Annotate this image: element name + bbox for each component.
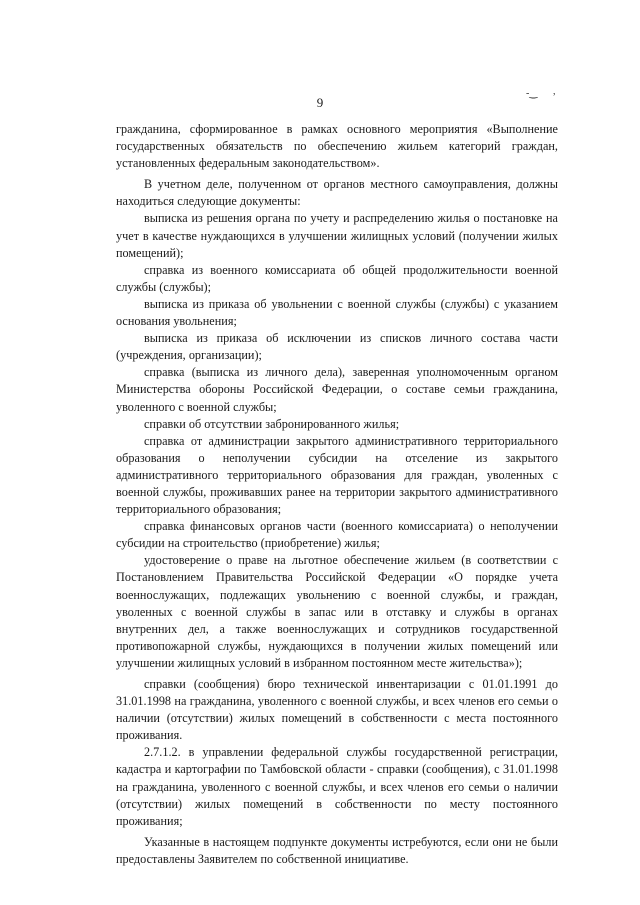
paragraph: выписка из решения органа по учету и распределению жилья о постановке на учет в качестве нуждающихся в улучшении жилищных условий (получении жилых помещений); — [116, 211, 558, 260]
paragraph: выписка из приказа об увольнении с военной службы (службы) с указанием основания увольнения; — [116, 296, 558, 329]
paragraph: 2.7.1.2. в управлении федеральной службы государственной регистрации, кадастра и картографии по Тамбовской области - справки (сообщения), с 31.01.1998 на гражданина, уволенного с военной службы, и всех членов его семьи о наличии (отсутствии) жилых помещений в собственности по месту постоянного проживания; — [116, 745, 558, 828]
paragraph: справки об отсутствии забронированного жилья; — [144, 416, 400, 431]
paragraph: справка от администрации закрытого административного территориального образования о неполучении субсидии на отселение из закрытого административного территориального образования для граждан, уволенных с военной службы, проживавших ранее на территории закрытого административного территориального образования; — [116, 433, 558, 517]
page-number: 9 — [316, 95, 324, 110]
paragraph: гражданина, сформированное в рамках основного мероприятия «Выполнение государственных обязательств по обеспечению жильем категорий граждан, установленных федеральным законодательством». — [116, 122, 558, 171]
paragraph: В учетном деле, полученном от органов местного самоуправления, должны находиться следующие документы: — [116, 177, 558, 209]
paragraph: справка (выписка из личного дела), заверенная уполномоченным органом Министерства обороны Российской Федерации, о составе семьи гражданина, уволенного с военной службы; — [116, 365, 558, 414]
paragraph: справка из военного комиссариата об общей продолжительности военной службы (службы); — [116, 262, 558, 294]
paragraph: справка финансовых органов части (военного комиссариата) о неполучении субсидии на строительство (приобретение) жилья; — [116, 519, 558, 551]
scan-artifact-icon: -‿ — [526, 88, 538, 99]
paragraph: справки (сообщения) бюро технической инвентаризации с 01.01.1991 до 31.01.1998 на гражданина, уволенного с военной службы, и всех членов его семьи о наличии (отсутствии) жилых помещений в собственности с места постоянного проживания. — [116, 677, 558, 743]
paragraph: удостоверение о праве на льготное обеспечение жильем (в соответствии с Постановлением Правительства Российской Федерации «О порядке учета военнослужащих, подлежащих увольнению с военной службы, и граждан, уволенных с военной службы в запас или в отставку и службы в органах внутренних дел, а также военнослужащих и сотрудников государственной противопожарной службы, нуждающихся в получении жилых помещений или улучшении жилищных условий в избранном постоянном месте жительства»); — [116, 553, 558, 670]
paragraph: выписка из приказа об исключении из списков личного состава части (учреждения, организации); — [116, 331, 558, 363]
paragraph: Указанные в настоящем подпункте документы истребуются, если они не были предоставлены Заявителем по собственной инициативе. — [116, 834, 558, 866]
scan-artifact-icon: , — [553, 86, 556, 97]
document-body — [116, 121, 558, 868]
